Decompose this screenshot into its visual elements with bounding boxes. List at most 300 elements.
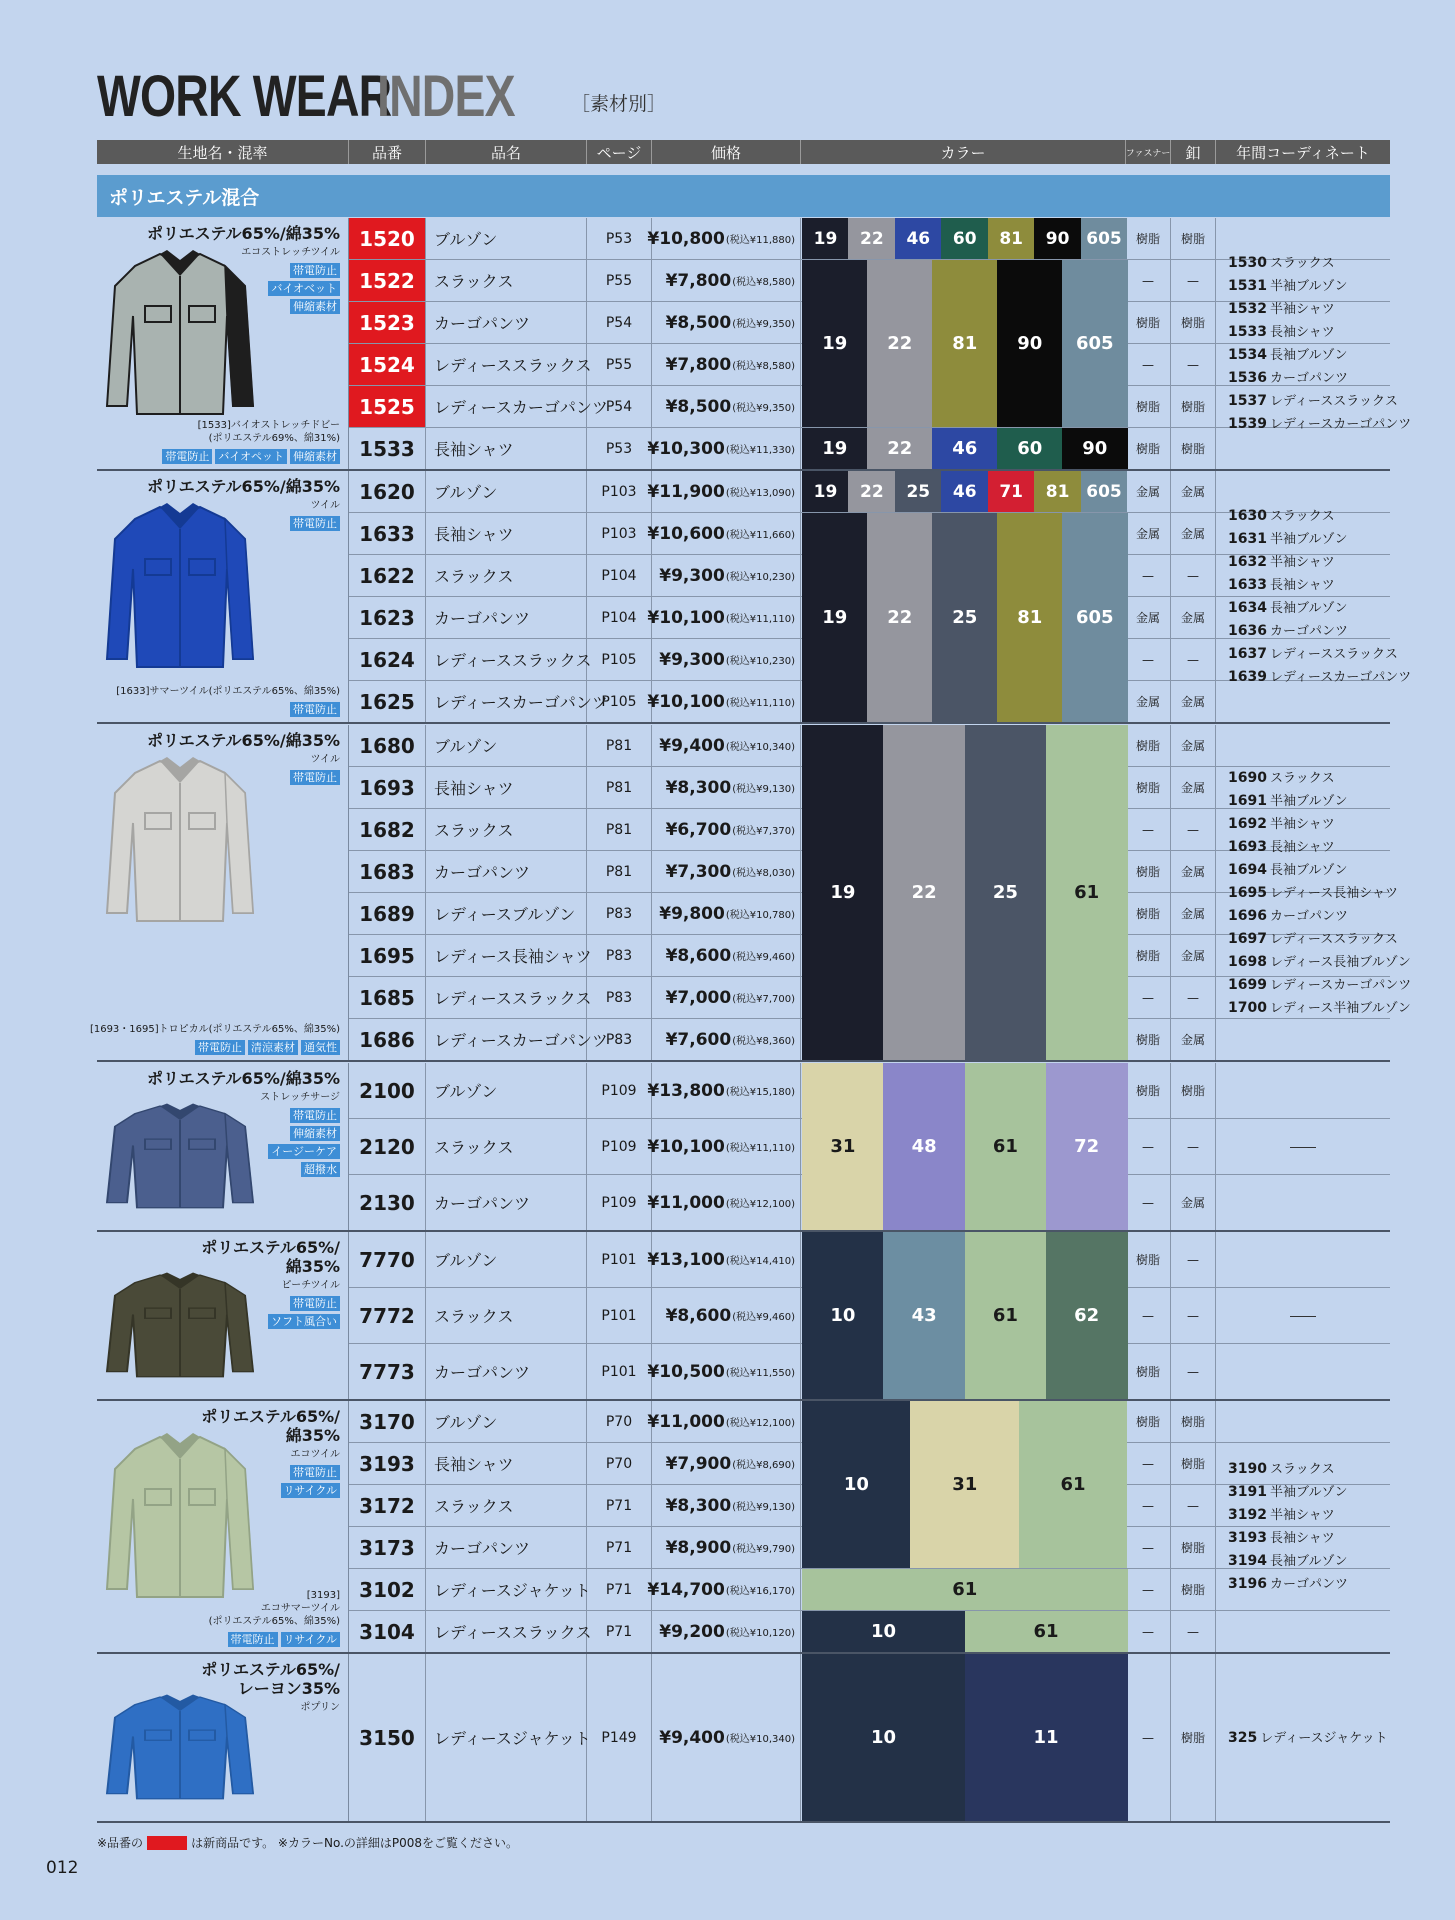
coordinate-list — [1215, 218, 1412, 470]
page-ref: P55 — [587, 344, 652, 385]
page-ref: P104 — [587, 555, 652, 596]
color-swatch: 72 — [1046, 1063, 1128, 1230]
price: ¥7,900 (税込¥8,690) — [652, 1443, 801, 1484]
button-type: 樹脂 — [1171, 428, 1216, 469]
coordinate-item: 1531 半袖ブルゾン — [1228, 278, 1348, 294]
product-code: 1622 — [349, 555, 426, 596]
price: ¥9,800 (税込¥10,780) — [652, 893, 801, 934]
header-cell: 品名 — [426, 140, 587, 164]
price: ¥13,800 (税込¥15,180) — [652, 1063, 801, 1118]
fabric-weave: ピーチツイル — [281, 1280, 340, 1291]
fabric-caption: [1693・1695]トロピカル(ポリエステル65%、綿35%) — [89, 1024, 340, 1035]
fabric-name: 綿35% — [285, 1426, 340, 1445]
product-name: 長袖シャツ — [426, 513, 587, 554]
button-type: 金属 — [1171, 725, 1216, 766]
price: ¥7,000 (税込¥7,700) — [652, 977, 801, 1018]
zipper-type: 金属 — [1126, 513, 1171, 554]
fabric-weave: ストレッチサージ — [260, 1092, 340, 1103]
page-ref: P71 — [587, 1611, 652, 1652]
zipper-type: 樹脂 — [1126, 893, 1171, 934]
price: ¥10,100 (税込¥11,110) — [652, 597, 801, 638]
product-code: 3193 — [349, 1443, 426, 1484]
color-swatch: 48 — [883, 1063, 965, 1230]
product-name: カーゴパンツ — [426, 1527, 587, 1568]
button-type: — — [1171, 1119, 1216, 1174]
product-name: レディーススラックス — [426, 1611, 587, 1652]
button-type: 金属 — [1171, 513, 1216, 554]
price: ¥10,100 (税込¥11,110) — [652, 681, 801, 722]
product-name: レディーススラックス — [426, 344, 587, 385]
coordinate-item: 325 レディースジャケット — [1228, 1729, 1388, 1746]
zipper-type: — — [1126, 1654, 1171, 1821]
zipper-type: 金属 — [1126, 597, 1171, 638]
product-name: スラックス — [426, 260, 587, 301]
coordinate-list — [1215, 1401, 1390, 1653]
page-ref: P103 — [587, 471, 652, 512]
page-ref: P83 — [587, 977, 652, 1018]
product-code: 3102 — [349, 1569, 426, 1610]
price: ¥8,300 (税込¥9,130) — [652, 1485, 801, 1526]
coordinate-list — [1215, 1063, 1390, 1231]
coordinate-item: 1634 長袖ブルゾン — [1228, 600, 1348, 616]
coordinate-item: 1694 長袖ブルゾン — [1228, 861, 1348, 878]
fabric-cell — [97, 218, 349, 470]
feature-tag: リサイクル — [281, 1483, 340, 1498]
price: ¥11,000 (税込¥12,100) — [652, 1401, 801, 1442]
color-swatch: 61 — [965, 1063, 1047, 1230]
coordinate-list — [1215, 1232, 1390, 1400]
product-name: カーゴパンツ — [426, 851, 587, 892]
page-ref: P105 — [587, 681, 652, 722]
price: ¥9,300 (税込¥10,230) — [652, 555, 801, 596]
button-type: — — [1171, 555, 1216, 596]
feature-tags — [268, 263, 340, 314]
color-swatch: 31 — [910, 1401, 1019, 1568]
product-name: カーゴパンツ — [426, 302, 587, 343]
page-ref: P53 — [587, 428, 652, 469]
product-code: 7770 — [349, 1232, 426, 1287]
zipper-type: — — [1126, 1443, 1171, 1484]
group-divider — [97, 1821, 1390, 1823]
fabric-name: ポリエステル65%/綿35% — [147, 224, 340, 243]
color-swatch: 90 — [997, 260, 1063, 427]
fabric-weave: ツイル — [310, 500, 340, 511]
fabric-weave: ツイル — [310, 754, 340, 765]
price: ¥10,100 (税込¥11,110) — [652, 1119, 801, 1174]
product-name: カーゴパンツ — [426, 1175, 587, 1230]
color-swatch: 22 — [848, 471, 895, 512]
product-code: 1633 — [349, 513, 426, 554]
price: ¥10,500 (税込¥11,550) — [652, 1344, 801, 1399]
section-title: ポリエステル混合 — [97, 175, 1390, 217]
color-swatch: 25 — [932, 513, 998, 722]
button-type: — — [1171, 260, 1216, 301]
color-swatch: 19 — [802, 725, 884, 1060]
page-ref: P103 — [587, 513, 652, 554]
color-swatch: 81 — [1034, 471, 1081, 512]
product-name: レディーススラックス — [426, 639, 587, 680]
fabric-caption: [1533]バイオストレッチドビー (ポリエステル69%、綿31%) — [197, 420, 340, 444]
jacket-image — [105, 246, 255, 416]
caption-tags — [290, 702, 340, 717]
color-swatch: 81 — [988, 218, 1035, 259]
product-code: 3104 — [349, 1611, 426, 1652]
feature-tag: バイオペット — [215, 449, 287, 464]
feature-tag: 帯電防止 — [290, 702, 340, 717]
product-code: 2100 — [349, 1063, 426, 1118]
color-swatch: 62 — [1046, 1232, 1128, 1399]
product-name: ブルゾン — [426, 1232, 587, 1287]
coordinate-item: 1633 長袖シャツ — [1228, 577, 1335, 593]
price: ¥9,200 (税込¥10,120) — [652, 1611, 801, 1652]
product-name: スラックス — [426, 1119, 587, 1174]
footnote-pre: ※品番の — [97, 1836, 144, 1850]
header-cell: 生地名・混率 — [97, 140, 349, 164]
price: ¥7,600 (税込¥8,360) — [652, 1019, 801, 1060]
header-cell: ページ — [587, 140, 652, 164]
color-swatch: 25 — [895, 471, 942, 512]
color-swatch: 46 — [895, 218, 942, 259]
color-swatch: 22 — [883, 725, 965, 1060]
fabric-weave: ポプリン — [300, 1702, 340, 1713]
zipper-type: — — [1126, 344, 1171, 385]
zipper-type: 樹脂 — [1126, 302, 1171, 343]
button-type: 金属 — [1171, 1175, 1216, 1230]
price: ¥11,900 (税込¥13,090) — [652, 471, 801, 512]
page-ref: P71 — [587, 1527, 652, 1568]
color-swatch: 71 — [988, 471, 1035, 512]
button-type: — — [1171, 344, 1216, 385]
price: ¥14,700 (税込¥16,170) — [652, 1569, 801, 1610]
color-swatch: 10 — [802, 1232, 884, 1399]
color-swatch: 22 — [867, 513, 933, 722]
product-name: スラックス — [426, 1288, 587, 1343]
product-code: 3150 — [349, 1654, 426, 1821]
page-number: 012 — [46, 1858, 79, 1878]
button-type: 樹脂 — [1171, 302, 1216, 343]
product-name: レディースジャケット — [426, 1569, 587, 1610]
zipper-type: 樹脂 — [1126, 935, 1171, 976]
coordinate-item: 3194 長袖ブルゾン — [1228, 1553, 1348, 1569]
feature-tag: 清涼素材 — [248, 1040, 298, 1055]
coordinate-item: 1537 レディーススラックス — [1228, 393, 1398, 409]
zipper-type: 樹脂 — [1126, 428, 1171, 469]
color-swatch: 22 — [848, 218, 895, 259]
fabric-cell — [89, 725, 349, 1061]
fabric-name: ポリエステル65%/綿35% — [147, 1069, 340, 1088]
page-ref: P54 — [587, 302, 652, 343]
page-ref: P101 — [587, 1232, 652, 1287]
product-name: スラックス — [426, 1485, 587, 1526]
page-ref: P70 — [587, 1401, 652, 1442]
feature-tag: 帯電防止 — [290, 770, 340, 785]
header-cell: ファスナー — [1126, 140, 1171, 164]
price: ¥8,900 (税込¥9,790) — [652, 1527, 801, 1568]
product-code: 1524 — [349, 344, 426, 385]
button-type: 樹脂 — [1171, 1569, 1216, 1610]
button-type: 樹脂 — [1171, 1443, 1216, 1484]
coordinate-list — [1215, 725, 1412, 1061]
page-ref: P101 — [587, 1288, 652, 1343]
product-name: カーゴパンツ — [426, 597, 587, 638]
jacket-image — [105, 1429, 255, 1599]
color-swatch: 60 — [941, 218, 988, 259]
page-ref: P101 — [587, 1344, 652, 1399]
color-swatch: 61 — [1046, 725, 1128, 1060]
color-swatch: 81 — [932, 260, 998, 427]
page-ref: P81 — [587, 767, 652, 808]
fabric-caption: [3193] エコサマーツイル (ポリエステル65%、綿35%) — [208, 1590, 340, 1627]
feature-tag: 帯電防止 — [290, 263, 340, 278]
coordinate-item: 3192 半袖シャツ — [1228, 1507, 1335, 1523]
zipper-type: — — [1126, 639, 1171, 680]
color-swatch: 22 — [867, 428, 933, 469]
zipper-type: — — [1126, 1485, 1171, 1526]
button-type: 樹脂 — [1171, 1527, 1216, 1568]
jacket-image — [105, 1101, 255, 1209]
product-code: 1682 — [349, 809, 426, 850]
caption-tags — [162, 449, 340, 464]
price: ¥13,100 (税込¥14,410) — [652, 1232, 801, 1287]
product-name: カーゴパンツ — [426, 1344, 587, 1399]
jacket-image — [105, 753, 255, 923]
product-code: 1689 — [349, 893, 426, 934]
zipper-type: — — [1126, 1527, 1171, 1568]
jacket-image — [105, 1270, 255, 1378]
fabric-weave: エコツイル — [290, 1449, 340, 1460]
fabric-cell — [97, 1232, 349, 1400]
button-type: — — [1171, 1344, 1216, 1399]
color-swatch: 25 — [965, 725, 1047, 1060]
product-code: 1520 — [349, 218, 426, 259]
page-ref: P55 — [587, 260, 652, 301]
coordinate-item: 1536 カーゴパンツ — [1228, 370, 1348, 386]
color-swatch: 90 — [1062, 428, 1128, 469]
product-code: 1625 — [349, 681, 426, 722]
zipper-type: — — [1126, 1611, 1171, 1652]
price: ¥8,500 (税込¥9,350) — [652, 302, 801, 343]
coordinate-item: 1695 レディース長袖シャツ — [1228, 884, 1399, 901]
product-name: レディースブルゾン — [426, 893, 587, 934]
price: ¥9,400 (税込¥10,340) — [652, 1654, 801, 1821]
coordinate-item: 1699 レディースカーゴパンツ — [1228, 976, 1412, 993]
button-type: 樹脂 — [1171, 1654, 1216, 1821]
product-name: レディースジャケット — [426, 1654, 587, 1821]
coordinate-item: 1637 レディーススラックス — [1228, 646, 1398, 662]
coordinate-item: 3190 スラックス — [1228, 1461, 1335, 1477]
page-ref: P83 — [587, 893, 652, 934]
zipper-type: 樹脂 — [1126, 1232, 1171, 1287]
coordinate-item: 1698 レディース長袖ブルゾン — [1228, 953, 1411, 970]
product-code: 2130 — [349, 1175, 426, 1230]
zipper-type: — — [1126, 977, 1171, 1018]
feature-tag: 超撥水 — [301, 1162, 340, 1177]
product-name: 長袖シャツ — [426, 1443, 587, 1484]
color-swatch: 11 — [965, 1654, 1128, 1821]
product-name: スラックス — [426, 555, 587, 596]
product-name: スラックス — [426, 809, 587, 850]
page-ref: P109 — [587, 1175, 652, 1230]
fabric-name: ポリエステル65%/ — [201, 1407, 340, 1426]
product-code: 1685 — [349, 977, 426, 1018]
button-type: — — [1171, 1288, 1216, 1343]
header-cell: 価格 — [652, 140, 801, 164]
title-subtitle: ［素材別］ — [571, 93, 667, 115]
page-ref: P109 — [587, 1063, 652, 1118]
color-swatch: 19 — [802, 428, 868, 469]
color-swatch: 61 — [965, 1232, 1047, 1399]
product-code: 1533 — [349, 428, 426, 469]
feature-tag: 帯電防止 — [162, 449, 212, 464]
product-name: レディースカーゴパンツ — [426, 681, 587, 722]
product-name: ブルゾン — [426, 1063, 587, 1118]
coordinate-item: 1532 半袖シャツ — [1228, 301, 1335, 317]
feature-tag: 帯電防止 — [290, 516, 340, 531]
fabric-cell — [97, 1654, 349, 1822]
page-ref: P54 — [587, 386, 652, 427]
page-ref: P105 — [587, 639, 652, 680]
coordinate-item: 1530 スラックス — [1228, 255, 1335, 271]
price: ¥10,600 (税込¥11,660) — [652, 513, 801, 554]
fabric-cell — [97, 471, 349, 723]
fabric-weave: エコストレッチツイル — [241, 247, 340, 258]
feature-tag: イージーケア — [268, 1144, 340, 1159]
price: ¥7,800 (税込¥8,580) — [652, 260, 801, 301]
coordinate-item: 1631 半袖ブルゾン — [1228, 531, 1348, 547]
button-type: — — [1171, 977, 1216, 1018]
feature-tag: 帯電防止 — [290, 1108, 340, 1123]
color-swatch: 90 — [1034, 218, 1081, 259]
color-swatch: 19 — [802, 218, 849, 259]
button-type: 樹脂 — [1171, 386, 1216, 427]
color-swatch: 19 — [802, 260, 868, 427]
product-code: 1686 — [349, 1019, 426, 1060]
product-name: 長袖シャツ — [426, 767, 587, 808]
product-name: レディース長袖シャツ — [426, 935, 587, 976]
price: ¥9,400 (税込¥10,340) — [652, 725, 801, 766]
product-name: レディーススラックス — [426, 977, 587, 1018]
product-code: 1695 — [349, 935, 426, 976]
color-swatch: 10 — [802, 1611, 965, 1652]
price: ¥8,300 (税込¥9,130) — [652, 767, 801, 808]
color-swatch: 31 — [802, 1063, 884, 1230]
feature-tag: 帯電防止 — [195, 1040, 245, 1055]
footnote — [97, 1834, 518, 1851]
color-swatch: 61 — [1019, 1401, 1128, 1568]
color-swatch: 605 — [1062, 260, 1128, 427]
feature-tag: 伸縮素材 — [290, 299, 340, 314]
product-code: 3172 — [349, 1485, 426, 1526]
page-ref: P81 — [587, 725, 652, 766]
feature-tag: ソフト風合い — [268, 1314, 340, 1329]
color-swatch: 19 — [802, 513, 868, 722]
price: ¥6,700 (税込¥7,370) — [652, 809, 801, 850]
product-code: 1620 — [349, 471, 426, 512]
price: ¥7,300 (税込¥8,030) — [652, 851, 801, 892]
product-name: ブルゾン — [426, 471, 587, 512]
page-ref: P81 — [587, 809, 652, 850]
product-name: 長袖シャツ — [426, 428, 587, 469]
button-type: 金属 — [1171, 681, 1216, 722]
product-code: 1683 — [349, 851, 426, 892]
fabric-name: 綿35% — [285, 1257, 340, 1276]
product-code: 1525 — [349, 386, 426, 427]
group-divider — [97, 722, 1390, 724]
price: ¥10,800 (税込¥11,880) — [652, 218, 801, 259]
button-type: 樹脂 — [1171, 1401, 1216, 1442]
product-name: レディースカーゴパンツ — [426, 1019, 587, 1060]
feature-tag: 帯電防止 — [228, 1632, 278, 1647]
jacket-image — [105, 1692, 255, 1800]
price: ¥10,300 (税込¥11,330) — [652, 428, 801, 469]
title-main: WORK WEAR — [97, 64, 392, 129]
price: ¥11,000 (税込¥12,100) — [652, 1175, 801, 1230]
feature-tag: リサイクル — [281, 1632, 340, 1647]
empty-dash — [1290, 1316, 1316, 1317]
coordinate-item: 1691 半袖ブルゾン — [1228, 792, 1348, 809]
zipper-type: — — [1126, 260, 1171, 301]
zipper-type: — — [1126, 1119, 1171, 1174]
price: ¥8,600 (税込¥9,460) — [652, 935, 801, 976]
feature-tag: 帯電防止 — [290, 1296, 340, 1311]
color-swatch: 61 — [965, 1611, 1128, 1652]
zipper-type: 樹脂 — [1126, 386, 1171, 427]
fabric-cell — [97, 1063, 349, 1231]
zipper-type: 樹脂 — [1126, 1344, 1171, 1399]
zipper-type: 樹脂 — [1126, 1401, 1171, 1442]
coordinate-item: 1700 レディース半袖ブルゾン — [1228, 999, 1411, 1016]
color-swatch: 605 — [1081, 218, 1128, 259]
coordinate-list — [1215, 1654, 1390, 1822]
empty-dash — [1290, 1147, 1316, 1148]
header-cell: 品番 — [349, 140, 426, 164]
button-type: 金属 — [1171, 851, 1216, 892]
fabric-cell — [97, 1401, 349, 1653]
feature-tags — [268, 1296, 340, 1329]
coordinate-item: 3196 カーゴパンツ — [1228, 1576, 1348, 1592]
color-swatch: 10 — [802, 1654, 965, 1821]
button-type: 金属 — [1171, 893, 1216, 934]
page-ref: P149 — [587, 1654, 652, 1821]
product-code: 3170 — [349, 1401, 426, 1442]
color-swatch: 22 — [867, 260, 933, 427]
coordinate-item: 3191 半袖ブルゾン — [1228, 1484, 1348, 1500]
coordinate-item: 1692 半袖シャツ — [1228, 815, 1335, 832]
color-swatch: 10 — [802, 1401, 911, 1568]
page-ref: P81 — [587, 851, 652, 892]
feature-tag: 伸縮素材 — [290, 1126, 340, 1141]
button-type: — — [1171, 1485, 1216, 1526]
product-code: 3173 — [349, 1527, 426, 1568]
zipper-type: — — [1126, 1569, 1171, 1610]
zipper-type: 樹脂 — [1126, 851, 1171, 892]
coordinate-item: 1533 長袖シャツ — [1228, 324, 1335, 340]
zipper-type: — — [1126, 809, 1171, 850]
price: ¥8,500 (税込¥9,350) — [652, 386, 801, 427]
product-name: ブルゾン — [426, 218, 587, 259]
product-name: ブルゾン — [426, 1401, 587, 1442]
product-code: 1680 — [349, 725, 426, 766]
page-ref: P71 — [587, 1485, 652, 1526]
page-ref: P53 — [587, 218, 652, 259]
fabric-name: ポリエステル65%/綿35% — [147, 731, 340, 750]
price: ¥8,600 (税込¥9,460) — [652, 1288, 801, 1343]
coordinate-item: 1630 スラックス — [1228, 508, 1335, 524]
title-accent: INDEX — [377, 64, 515, 129]
fabric-name: ポリエステル65%/ — [201, 1660, 340, 1679]
product-code: 1623 — [349, 597, 426, 638]
color-swatch: 81 — [997, 513, 1063, 722]
